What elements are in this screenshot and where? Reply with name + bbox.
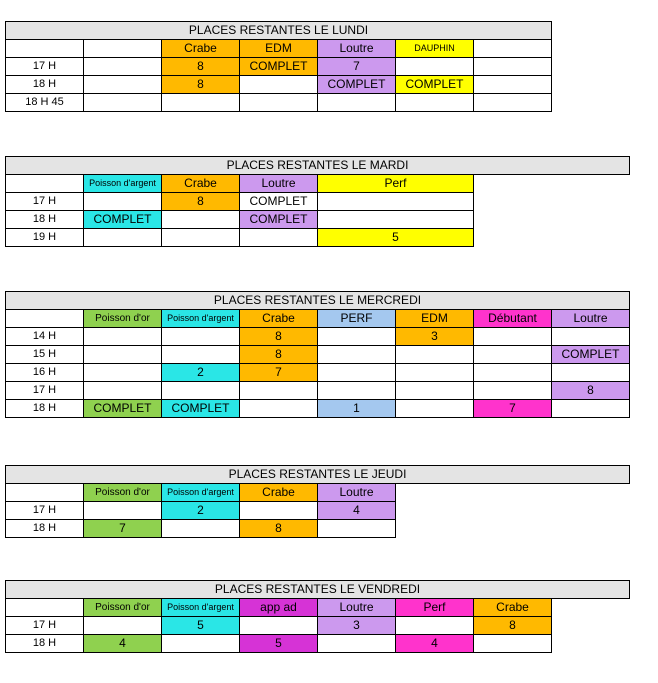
header-poisson-or: Poisson d'or [84,484,162,502]
schedule-cell [162,635,240,653]
empty-cell [474,484,552,502]
empty-cell [474,175,552,193]
header-debutant: Débutant [474,310,552,328]
schedule-cell [474,94,552,112]
schedule-cell [318,635,396,653]
time-label: 17 H [6,193,84,211]
empty-cell [474,211,552,229]
schedule-cell [396,364,474,382]
schedule-cell [396,346,474,364]
schedule-cell: 5 [318,229,474,247]
empty-cell [552,229,630,247]
time-label: 14 H [6,328,84,346]
schedule-cell: 8 [552,382,630,400]
schedule-cell: 2 [162,364,240,382]
empty-cell [552,599,630,617]
schedule-cell [162,211,240,229]
schedule-cell: 4 [396,635,474,653]
schedule-cell: 3 [396,328,474,346]
schedule-cell [84,328,162,346]
header-blank-cell [84,40,162,58]
schedule-cell [552,400,630,418]
header-blank-cell [474,40,552,58]
schedule-cell [552,328,630,346]
header-crabe: Crabe [474,599,552,617]
schedule-cell [474,58,552,76]
schedule-cell [474,382,552,400]
schedule-cell: COMPLET [162,400,240,418]
header-crabe: Crabe [240,484,318,502]
empty-cell [474,520,552,538]
header-blank-cell [6,175,84,193]
schedule-cell: 5 [240,635,318,653]
time-label: 17 H [6,58,84,76]
schedule-cell [84,94,162,112]
schedule-cell [84,617,162,635]
schedule-cell: COMPLET [396,76,474,94]
time-label: 16 H [6,364,84,382]
schedule-cell: 8 [162,58,240,76]
monday-schedule-table [5,21,552,112]
empty-cell [396,484,474,502]
schedule-cell [396,94,474,112]
schedule-cell [318,193,474,211]
time-label: 17 H [6,617,84,635]
empty-cell [474,193,552,211]
schedule-cell [396,58,474,76]
header-blank-cell [6,40,84,58]
header-loutre: Loutre [552,310,630,328]
schedule-cell [84,76,162,94]
time-label: 18 H [6,520,84,538]
thursday-title: PLACES RESTANTES LE JEUDI [6,466,630,484]
time-label: 18 H [6,635,84,653]
header-poisson-argent: Poisson d'argent [162,484,240,502]
header-blank-cell [6,310,84,328]
header-crabe: Crabe [240,310,318,328]
schedule-cell [318,328,396,346]
schedule-cell [396,400,474,418]
schedule-cell [84,364,162,382]
schedule-cell: 2 [162,502,240,520]
header-edm: EDM [396,310,474,328]
schedule-cell: 4 [84,635,162,653]
schedule-cell [240,382,318,400]
schedule-cell [240,229,318,247]
header-dauphin: DAUPHIN [396,40,474,58]
tuesday-title: PLACES RESTANTES LE MARDI [6,157,630,175]
schedule-cell [84,193,162,211]
wednesday-schedule-table [5,291,630,418]
schedule-cell: COMPLET [240,58,318,76]
schedule-cell [162,382,240,400]
monday-title: PLACES RESTANTES LE LUNDI [6,22,552,40]
header-poisson-argent: Poisson d'argent [162,599,240,617]
schedule-cell: COMPLET [318,76,396,94]
header-app-ad: app ad [240,599,318,617]
time-label: 18 H [6,400,84,418]
schedule-cell [552,364,630,382]
thursday-schedule-table [5,465,630,538]
schedule-cell: COMPLET [84,211,162,229]
schedule-cell [240,400,318,418]
empty-cell [474,229,552,247]
schedule-cell [318,520,396,538]
schedule-cell: 4 [318,502,396,520]
empty-cell [552,175,630,193]
empty-cell [552,617,630,635]
schedule-cell: 8 [162,193,240,211]
schedule-cell [162,229,240,247]
schedule-cell: COMPLET [552,346,630,364]
schedule-cell [84,382,162,400]
schedule-cell [162,520,240,538]
time-label: 17 H [6,382,84,400]
schedule-cell [474,364,552,382]
schedule-cell: 7 [84,520,162,538]
schedule-cell [162,346,240,364]
header-loutre: Loutre [318,484,396,502]
schedule-cell [240,502,318,520]
empty-cell [552,211,630,229]
schedule-cell [162,94,240,112]
time-label: 18 H [6,76,84,94]
header-perf: Perf [396,599,474,617]
empty-cell [552,502,630,520]
empty-cell [552,635,630,653]
time-label: 18 H [6,211,84,229]
schedule-cell: 7 [240,364,318,382]
wednesday-title: PLACES RESTANTES LE MERCREDI [6,292,630,310]
schedule-cell [318,211,474,229]
schedule-cell [396,617,474,635]
header-loutre: Loutre [240,175,318,193]
header-poisson-argent: Poisson d'argent [162,310,240,328]
time-label: 18 H 45 [6,94,84,112]
schedule-cell: 1 [318,400,396,418]
schedule-cell: COMPLET [240,193,318,211]
header-blank-cell [6,599,84,617]
schedule-cell: COMPLET [240,211,318,229]
schedule-cell: 8 [474,617,552,635]
empty-cell [396,520,474,538]
header-poisson-or: Poisson d'or [84,599,162,617]
tuesday-schedule-table [5,156,630,247]
empty-cell [396,502,474,520]
friday-title: PLACES RESTANTES LE VENDREDI [6,581,630,599]
schedule-cell: 5 [162,617,240,635]
empty-cell [552,520,630,538]
header-perf: PERF [318,310,396,328]
friday-schedule-table [5,580,630,653]
schedule-cell: 7 [318,58,396,76]
schedule-cell [240,617,318,635]
schedule-cell [318,346,396,364]
schedule-cell [318,382,396,400]
schedule-cell [318,94,396,112]
schedule-cell: 8 [240,328,318,346]
schedule-cell: 8 [162,76,240,94]
header-poisson-argent: Poisson d'argent [84,175,162,193]
header-loutre: Loutre [318,40,396,58]
schedule-cell [396,382,474,400]
schedule-cell [84,58,162,76]
schedule-cell [240,94,318,112]
schedule-cell: 3 [318,617,396,635]
schedule-cell [318,364,396,382]
schedule-cell: 7 [474,400,552,418]
schedule-cell: 8 [240,346,318,364]
schedule-cell: 8 [240,520,318,538]
header-poisson-or: Poisson d'or [84,310,162,328]
schedule-cell: COMPLET [84,400,162,418]
time-label: 19 H [6,229,84,247]
header-crabe: Crabe [162,40,240,58]
empty-cell [474,502,552,520]
header-blank-cell [6,484,84,502]
schedule-cell [84,229,162,247]
empty-cell [552,484,630,502]
schedule-cell [84,502,162,520]
time-label: 17 H [6,502,84,520]
schedule-cell [84,346,162,364]
schedule-cell [474,346,552,364]
empty-cell [552,193,630,211]
schedule-cell [162,328,240,346]
schedule-cell [474,635,552,653]
header-perf: Perf [318,175,474,193]
time-label: 15 H [6,346,84,364]
schedule-cell [474,76,552,94]
header-loutre: Loutre [318,599,396,617]
header-edm: EDM [240,40,318,58]
schedule-cell [474,328,552,346]
header-crabe: Crabe [162,175,240,193]
schedule-cell [240,76,318,94]
